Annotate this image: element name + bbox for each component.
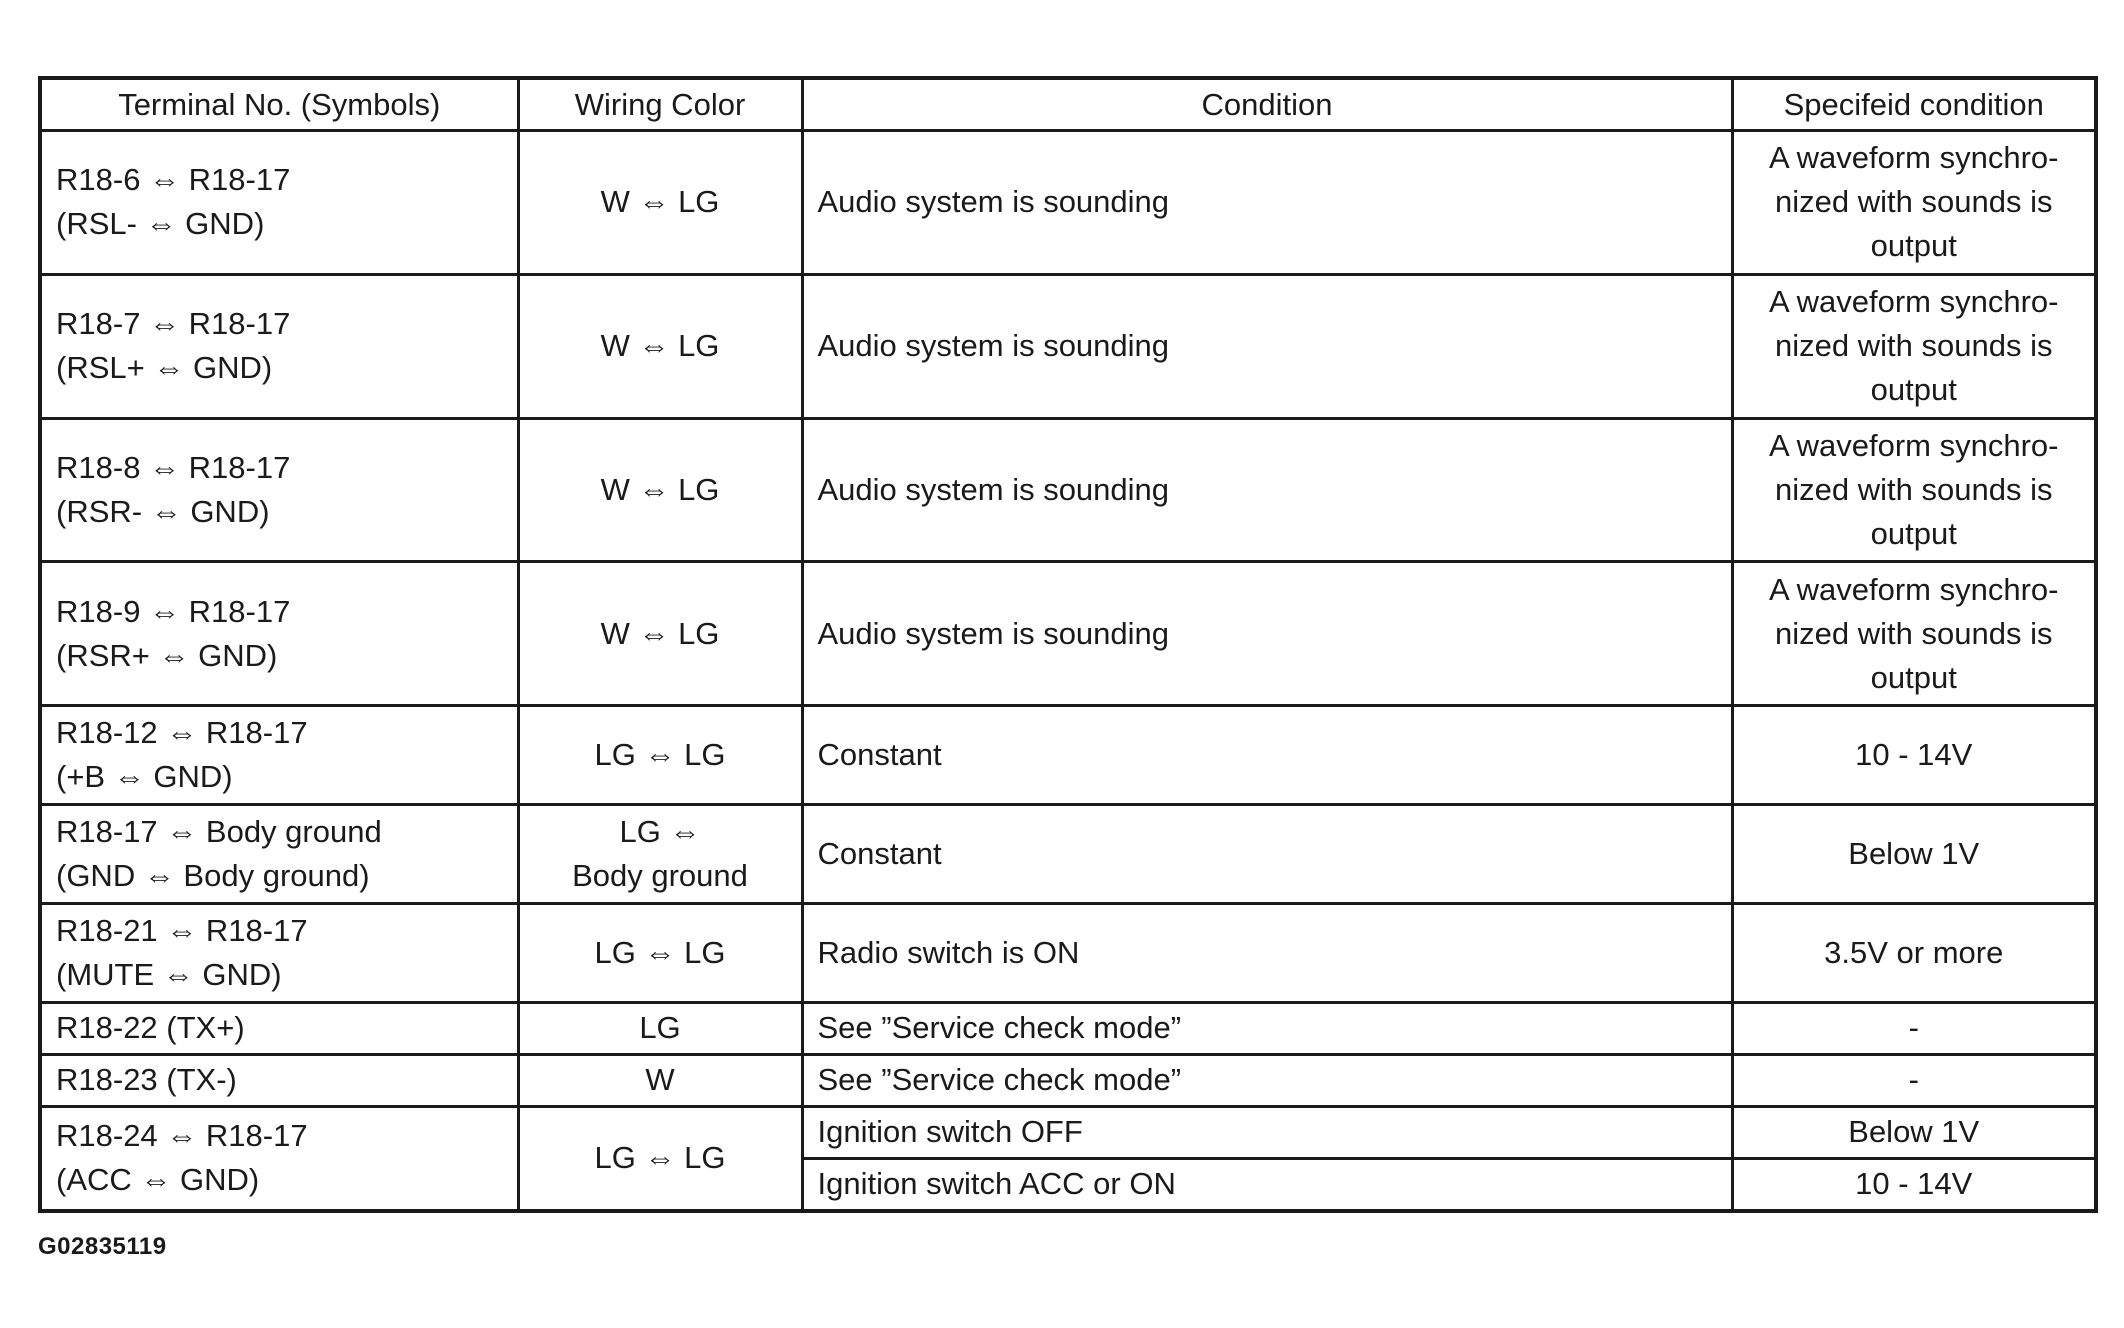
wiring-line: W ⇔ LG bbox=[600, 328, 720, 364]
condition-cell: See ”Service check mode” bbox=[802, 1002, 1732, 1054]
specified-line: 3.5V or more bbox=[1824, 934, 2004, 970]
table-row bbox=[40, 1054, 2096, 1106]
header-terminal: Terminal No. (Symbols) bbox=[40, 78, 518, 131]
specified-line: - bbox=[1908, 1062, 1919, 1098]
terminal-cell bbox=[40, 1106, 518, 1211]
specified-line: nized with sounds is bbox=[1775, 471, 2053, 507]
wiring-line: W ⇔ LG bbox=[600, 471, 720, 507]
condition-cell: Ignition switch ACC or ON bbox=[802, 1158, 1732, 1211]
terminal-spec-table bbox=[38, 76, 2098, 1213]
wiring-line: W bbox=[645, 1062, 675, 1098]
terminal-line: R18-23 (TX-) bbox=[56, 1062, 237, 1098]
condition-cell: Audio system is sounding bbox=[802, 418, 1732, 562]
specified-cell bbox=[1732, 903, 2096, 1002]
terminal-line: (RSR- ⇔ GND) bbox=[56, 493, 270, 529]
table-row bbox=[40, 805, 2096, 904]
specified-cell: 10 - 14V bbox=[1732, 1158, 2096, 1211]
wiring-cell bbox=[518, 562, 802, 706]
terminal-cell bbox=[40, 1002, 518, 1054]
specified-line: 10 - 14V bbox=[1855, 737, 1973, 773]
specified-line: nized with sounds is bbox=[1775, 328, 2053, 364]
specified-cell bbox=[1732, 418, 2096, 562]
terminal-line: (+B ⇔ GND) bbox=[56, 759, 233, 795]
condition-cell: Constant bbox=[802, 706, 1732, 805]
condition-cell: Audio system is sounding bbox=[802, 274, 1732, 418]
terminal-line: (RSL- ⇔ GND) bbox=[56, 206, 265, 242]
specified-cell bbox=[1732, 1002, 2096, 1054]
table-row bbox=[40, 1002, 2096, 1054]
wiring-line: LG ⇔ LG bbox=[594, 737, 726, 773]
terminal-cell bbox=[40, 274, 518, 418]
specified-line: A waveform synchro- bbox=[1769, 284, 2059, 320]
wiring-cell: LG ⇔ LG bbox=[518, 1106, 802, 1211]
terminal-line: R18-7 ⇔ R18-17 bbox=[56, 306, 291, 342]
condition-cell: Ignition switch OFF bbox=[802, 1106, 1732, 1158]
wiring-cell bbox=[518, 1054, 802, 1106]
terminal-line: R18-8 ⇔ R18-17 bbox=[56, 449, 291, 485]
terminal-line: (ACC ⇔ GND) bbox=[56, 1162, 260, 1198]
terminal-cell bbox=[40, 706, 518, 805]
specified-line: nized with sounds is bbox=[1775, 184, 2053, 220]
condition-cell: Radio switch is ON bbox=[802, 903, 1732, 1002]
terminal-line: (RSR+ ⇔ GND) bbox=[56, 637, 278, 673]
wiring-cell bbox=[518, 706, 802, 805]
specified-line: nized with sounds is bbox=[1775, 615, 2053, 651]
terminal-cell bbox=[40, 1054, 518, 1106]
wiring-cell bbox=[518, 418, 802, 562]
header-condition: Condition bbox=[802, 78, 1732, 131]
header-specified-condition: Specifeid condition bbox=[1732, 78, 2096, 131]
terminal-line: R18-9 ⇔ R18-17 bbox=[56, 593, 291, 629]
figure-id-label: G02835119 bbox=[38, 1233, 167, 1260]
terminal-line: R18-12 ⇔ R18-17 bbox=[56, 715, 308, 751]
specified-line: A waveform synchro- bbox=[1769, 427, 2059, 463]
table-row bbox=[40, 131, 2096, 275]
terminal-cell bbox=[40, 131, 518, 275]
table-row bbox=[40, 706, 2096, 805]
wiring-cell bbox=[518, 131, 802, 275]
specified-cell bbox=[1732, 805, 2096, 904]
specified-line: output bbox=[1870, 228, 1957, 264]
specified-line: Below 1V bbox=[1848, 836, 1980, 871]
specified-line: output bbox=[1870, 372, 1957, 408]
wiring-cell bbox=[518, 805, 802, 904]
terminal-line: R18-17 ⇔ Body ground bbox=[56, 814, 382, 849]
table-row bbox=[40, 562, 2096, 706]
specified-line: output bbox=[1870, 515, 1957, 551]
specified-cell bbox=[1732, 562, 2096, 706]
condition-cell: See ”Service check mode” bbox=[802, 1054, 1732, 1106]
wiring-line: Body ground bbox=[572, 858, 748, 893]
terminal-line: R18-6 ⇔ R18-17 bbox=[56, 162, 291, 198]
terminal-line: (RSL+ ⇔ GND) bbox=[56, 350, 273, 386]
specified-cell bbox=[1732, 131, 2096, 275]
wiring-line: LG ⇔ LG bbox=[594, 934, 726, 970]
wiring-line: LG bbox=[639, 1010, 681, 1046]
wiring-cell bbox=[518, 1002, 802, 1054]
table-row bbox=[40, 1106, 2096, 1158]
header-row bbox=[40, 78, 2096, 131]
wiring-cell bbox=[518, 274, 802, 418]
terminal-cell bbox=[40, 805, 518, 904]
specified-line: - bbox=[1908, 1010, 1919, 1046]
table-row bbox=[40, 903, 2096, 1002]
wiring-cell bbox=[518, 903, 802, 1002]
specified-cell bbox=[1732, 1054, 2096, 1106]
wiring-line: W ⇔ LG bbox=[600, 615, 720, 651]
specified-line: A waveform synchro- bbox=[1769, 571, 2059, 607]
table-row bbox=[40, 418, 2096, 562]
wiring-line: W ⇔ LG bbox=[600, 184, 720, 220]
condition-cell: Constant bbox=[802, 805, 1732, 904]
terminal-cell bbox=[40, 562, 518, 706]
specified-line: output bbox=[1870, 659, 1957, 695]
specified-line: A waveform synchro- bbox=[1769, 140, 2059, 176]
condition-cell: Audio system is sounding bbox=[802, 562, 1732, 706]
terminal-line: R18-21 ⇔ R18-17 bbox=[56, 912, 308, 948]
terminal-line: R18-22 (TX+) bbox=[56, 1010, 245, 1046]
terminal-line: (MUTE ⇔ GND) bbox=[56, 956, 282, 992]
specified-cell bbox=[1732, 706, 2096, 805]
header-wiring-color: Wiring Color bbox=[518, 78, 802, 131]
condition-cell: Audio system is sounding bbox=[802, 131, 1732, 275]
specified-cell bbox=[1732, 274, 2096, 418]
wiring-line: LG ⇔ bbox=[619, 814, 701, 849]
terminal-cell bbox=[40, 418, 518, 562]
terminal-line: (GND ⇔ Body ground) bbox=[56, 858, 370, 893]
table-row bbox=[40, 274, 2096, 418]
terminal-cell bbox=[40, 903, 518, 1002]
specified-cell: Below 1V bbox=[1732, 1106, 2096, 1158]
terminal-line: R18-24 ⇔ R18-17 bbox=[56, 1118, 308, 1154]
